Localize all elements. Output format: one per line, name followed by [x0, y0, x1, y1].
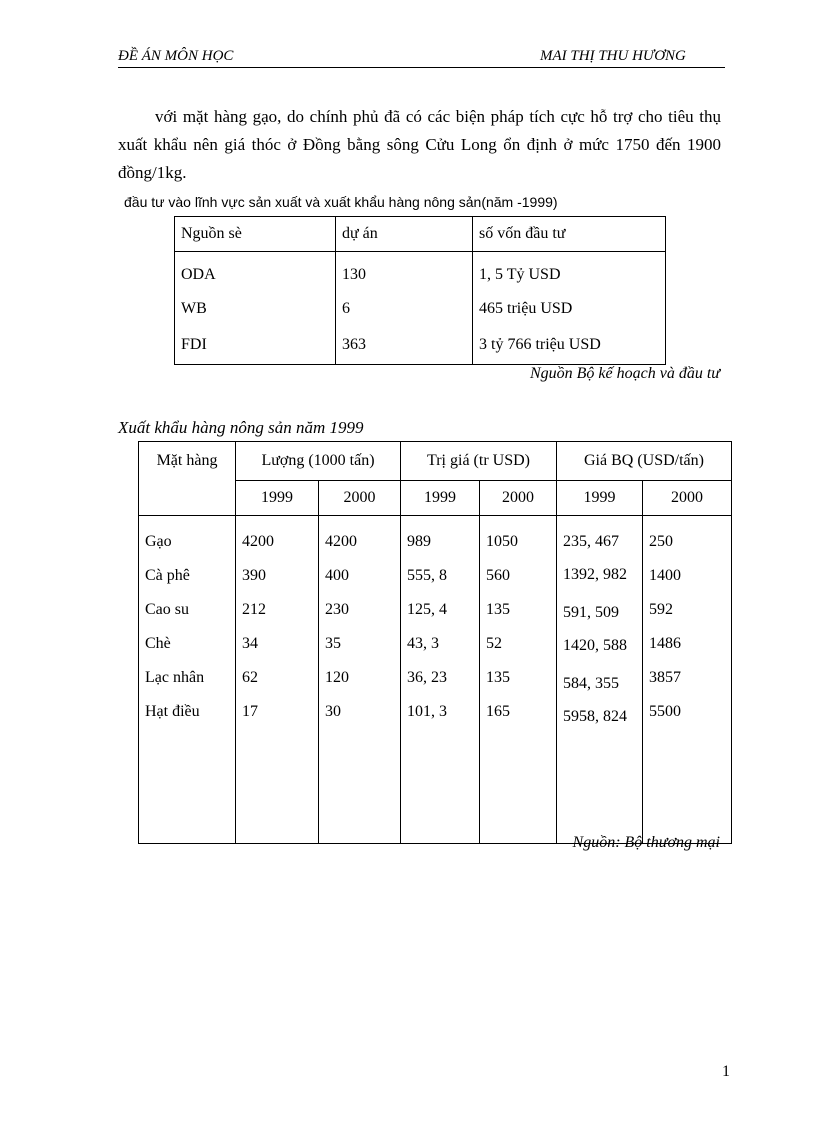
table-cell: 212	[242, 601, 266, 618]
year-cell: 1999	[236, 481, 319, 516]
table-cell: 135	[486, 669, 510, 686]
table-cell: 3 tỷ 766 triệu USD	[473, 326, 666, 365]
items-column	[139, 516, 236, 844]
table-cell: 1400	[649, 567, 681, 584]
value-2000-column	[480, 516, 557, 844]
volume-1999-column	[236, 516, 319, 844]
table-cell: 250	[649, 533, 673, 550]
table-header-row	[175, 217, 666, 252]
year-cell: 2000	[643, 481, 732, 516]
table-cell: FDI	[175, 326, 336, 365]
table-cell: 465 triệu USD	[473, 292, 666, 326]
list-item: Lạc nhân	[145, 669, 205, 686]
table-cell: 390	[242, 567, 266, 584]
table-cell: 101, 3	[407, 703, 447, 720]
year-cell: 2000	[319, 481, 401, 516]
header-cell: Nguồn sè	[175, 217, 336, 252]
investment-table	[174, 216, 666, 365]
table-cell: 52	[486, 635, 502, 652]
paragraph-text: với mặt hàng gạo, do chính phủ đã có các biện pháp tích cực hỗ trợ cho tiêu thụ xuất khẩu nên giá thóc ở Đồng bằng sông Cửu Long ổn định ở mức 1750 đến 1900 đồng/1kg.	[118, 107, 721, 182]
table-cell: 230	[325, 601, 349, 618]
table-cell: 6	[336, 292, 473, 326]
table-row	[175, 326, 666, 365]
list-item: Cao su	[145, 601, 189, 618]
body-paragraph	[118, 103, 721, 187]
table-cell: 4200	[242, 533, 274, 550]
table-row	[175, 252, 666, 293]
header-cell: Trị giá (tr USD)	[401, 442, 557, 481]
table-cell: 62	[242, 669, 258, 686]
header-cell: Giá BQ (USD/tấn)	[557, 442, 732, 481]
table-cell: 592	[649, 601, 673, 618]
price-1999-column	[557, 516, 643, 844]
value-1999-column	[401, 516, 480, 844]
header-cell: số vốn đầu tư	[473, 217, 666, 252]
header-cell: Mặt hàng	[139, 442, 236, 516]
table-cell: 1486	[649, 635, 681, 652]
year-cell: 1999	[557, 481, 643, 516]
table-cell: 591, 509	[563, 604, 619, 621]
table-cell: 1420, 588	[563, 637, 627, 654]
list-item: Cà phê	[145, 567, 190, 584]
table-cell: 3857	[649, 669, 681, 686]
table-header-row	[139, 442, 732, 481]
table-cell: ODA	[175, 252, 336, 293]
table-cell: 165	[486, 703, 510, 720]
table-cell: 135	[486, 601, 510, 618]
table-cell: 30	[325, 703, 341, 720]
table-cell: 5500	[649, 703, 681, 720]
table-cell: 1392, 982	[563, 566, 627, 583]
table-cell: 35	[325, 635, 341, 652]
year-cell: 2000	[480, 481, 557, 516]
volume-2000-column	[319, 516, 401, 844]
page-number: 1	[722, 1063, 730, 1080]
list-item: Hạt điều	[145, 703, 200, 720]
table-cell: 34	[242, 635, 258, 652]
list-item: Chè	[145, 635, 171, 652]
table-row	[175, 292, 666, 326]
header-cell: dự án	[336, 217, 473, 252]
table-cell: 125, 4	[407, 601, 447, 618]
table-cell: 5958, 824	[563, 708, 627, 725]
table-cell: 235, 467	[563, 533, 619, 550]
export-table	[138, 441, 732, 844]
table2-source: Nguồn: Bộ thương mại	[572, 834, 720, 851]
table-cell: 1050	[486, 533, 518, 550]
price-2000-column	[643, 516, 732, 844]
header-left: ĐỀ ÁN MÔN HỌC	[118, 48, 234, 64]
table-cell: 584, 355	[563, 675, 619, 692]
table-cell: 560	[486, 567, 510, 584]
table-cell: 4200	[325, 533, 357, 550]
header-right: MAI THỊ THU HƯƠNG	[540, 48, 686, 64]
table-cell: 363	[336, 326, 473, 365]
table-cell: 130	[336, 252, 473, 293]
table1-caption: đầu tư vào lĩnh vực sản xuất và xuất khẩu hàng nông sản(năm -1999)	[124, 194, 558, 210]
table-cell: 43, 3	[407, 635, 439, 652]
header-rule	[118, 67, 725, 68]
table-cell: WB	[175, 292, 336, 326]
table-body-row	[139, 516, 732, 844]
table-cell: 1, 5 Tỷ USD	[473, 252, 666, 293]
header-cell: Lượng (1000 tấn)	[236, 442, 401, 481]
table-cell: 36, 23	[407, 669, 447, 686]
table-cell: 120	[325, 669, 349, 686]
year-cell: 1999	[401, 481, 480, 516]
table1-source: Nguồn Bộ kế hoạch và đầu tư	[529, 365, 720, 382]
table-cell: 989	[407, 533, 431, 550]
table-cell: 17	[242, 703, 258, 720]
list-item: Gạo	[145, 533, 172, 550]
table-cell: 400	[325, 567, 349, 584]
table-cell: 555, 8	[407, 567, 447, 584]
table2-caption: Xuất khẩu hàng nông sản năm 1999	[118, 418, 364, 437]
